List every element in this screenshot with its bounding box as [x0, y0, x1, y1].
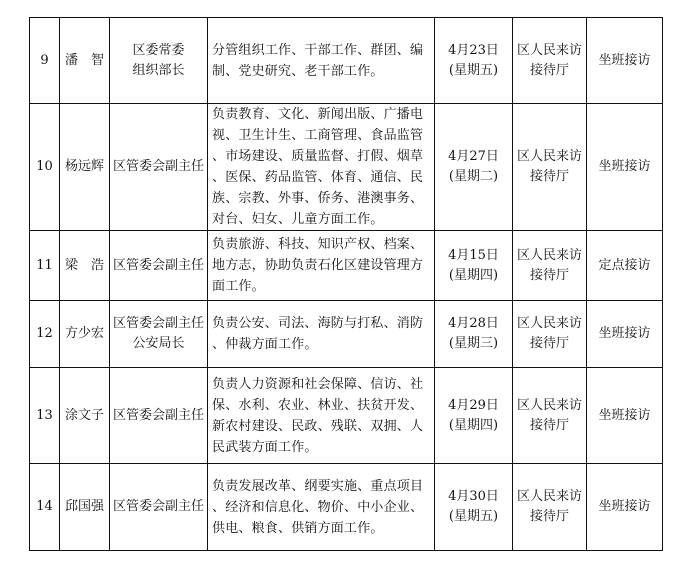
official-position: 区委常委 组织部长 — [110, 18, 208, 104]
reception-date: 4月27日 (星期二) — [435, 104, 513, 231]
reception-place: 区人民来访 接待厅 — [513, 464, 587, 551]
official-position: 区管委会副主任 — [110, 368, 208, 464]
table-row — [30, 104, 663, 231]
row-number: 12 — [30, 301, 60, 368]
reception-method: 坐班接访 — [587, 104, 663, 231]
reception-place: 区人民来访 接待厅 — [513, 301, 587, 368]
official-position: 区管委会副主任 公安局长 — [110, 301, 208, 368]
reception-place: 区人民来访 接待厅 — [513, 104, 587, 231]
table-row — [30, 231, 663, 301]
duty-description: 负责发展改革、纲要实施、重点项目 、经济和信息化、物价、中小企业、 供电、粮食、供销方面工作。 — [208, 464, 435, 551]
reception-method: 坐班接访 — [587, 301, 663, 368]
row-number: 13 — [30, 368, 60, 464]
row-number: 14 — [30, 464, 60, 551]
schedule-document — [29, 17, 662, 545]
duty-description: 负责人力资源和社会保障、信访、社 保、水利、农业、林业、扶贫开发、 新农村建设、民政、残联、双拥、人 民武装方面工作。 — [208, 368, 435, 464]
reception-date: 4月29日 (星期四) — [435, 368, 513, 464]
official-name: 涂文子 — [60, 368, 110, 464]
official-position: 区管委会副主任 — [110, 104, 208, 231]
official-name: 邱国强 — [60, 464, 110, 551]
reception-date: 4月28日 (星期三) — [435, 301, 513, 368]
duty-description: 负责教育、文化、新闻出版、广播电 视、卫生计生、工商管理、食品监管 、市场建设、质量监督、打假、烟草 、医保、药品监管、体育、通信、民 族、宗教、外事、侨务、港澳事务、 对台、妇女、儿童方面工作。 — [208, 104, 435, 231]
row-number: 11 — [30, 231, 60, 301]
reception-date: 4月30日 (星期五) — [435, 464, 513, 551]
official-name: 梁 浩 — [60, 231, 110, 301]
reception-place: 区人民来访 接待厅 — [513, 368, 587, 464]
official-name: 潘 智 — [60, 18, 110, 104]
duty-description: 负责旅游、科技、知识产权、档案、 地方志，协助负责石化区建设管理方 面工作。 — [208, 231, 435, 301]
table-row — [30, 301, 663, 368]
reception-place: 区人民来访 接待厅 — [513, 231, 587, 301]
reception-method: 坐班接访 — [587, 464, 663, 551]
reception-place: 区人民来访 接待厅 — [513, 18, 587, 104]
official-position: 区管委会副主任 — [110, 464, 208, 551]
table-row — [30, 464, 663, 551]
reception-date: 4月23日 (星期五) — [435, 18, 513, 104]
reception-method: 坐班接访 — [587, 368, 663, 464]
reception-method: 定点接访 — [587, 231, 663, 301]
official-name: 方少宏 — [60, 301, 110, 368]
row-number: 9 — [30, 18, 60, 104]
table-row — [30, 368, 663, 464]
row-number: 10 — [30, 104, 60, 231]
reception-date: 4月15日 (星期四) — [435, 231, 513, 301]
official-name: 杨远辉 — [60, 104, 110, 231]
reception-schedule-table — [29, 17, 663, 551]
table-row — [30, 18, 663, 104]
reception-method: 坐班接访 — [587, 18, 663, 104]
duty-description: 分管组织工作、干部工作、群团、编 制、党史研究、老干部工作。 — [208, 18, 435, 104]
duty-description: 负责公安、司法、海防与打私、消防 、仲裁方面工作。 — [208, 301, 435, 368]
official-position: 区管委会副主任 — [110, 231, 208, 301]
